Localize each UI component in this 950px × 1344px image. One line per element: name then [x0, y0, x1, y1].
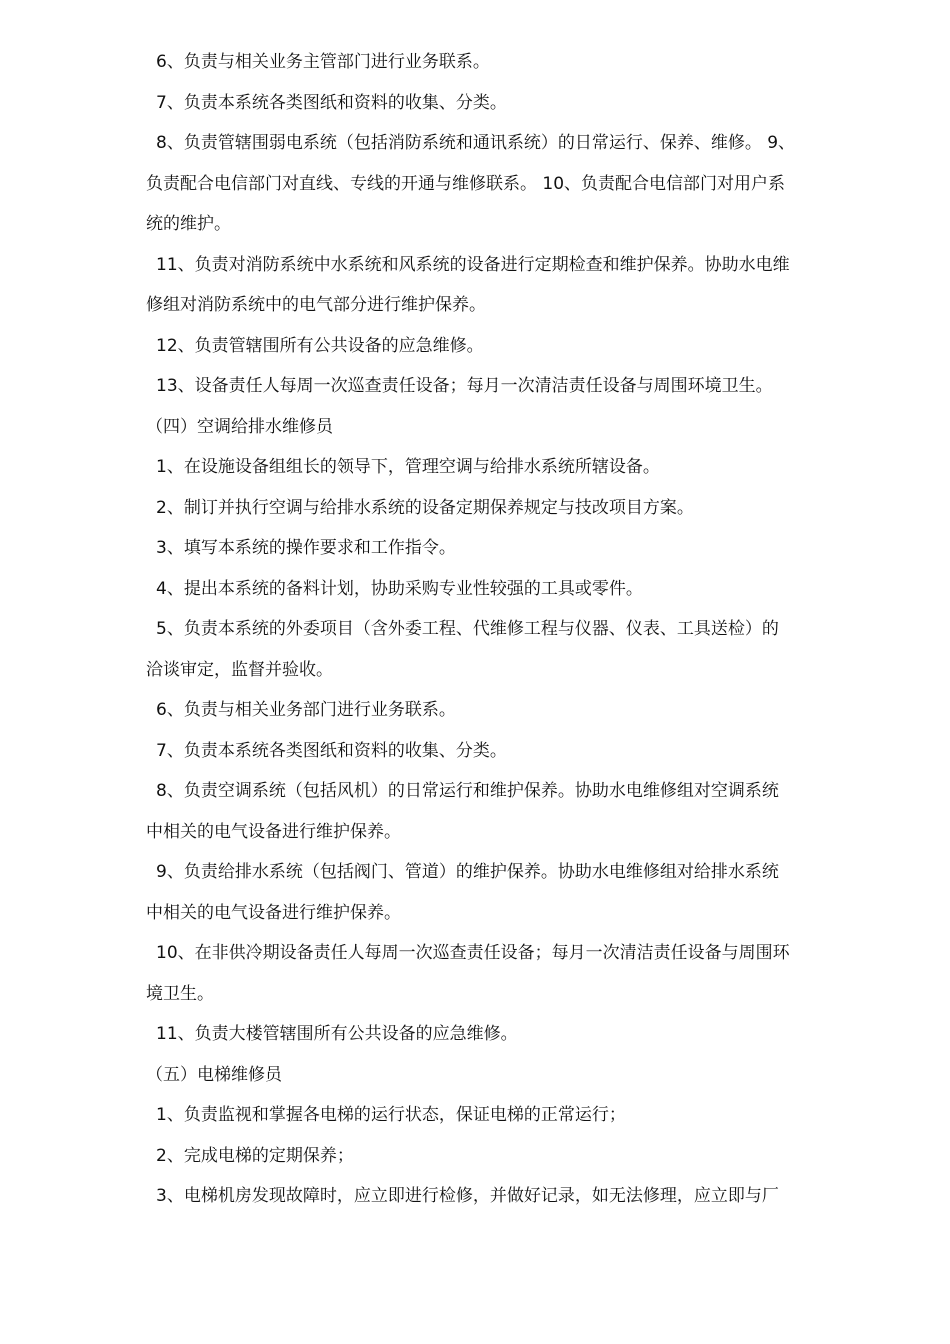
text-line: 7、负责本系统各类图纸和资料的收集、分类。	[156, 740, 507, 761]
section-heading: （五）电梯维修员	[146, 1064, 282, 1085]
text-line: 12、负责管辖围所有公共设备的应急维修。	[156, 335, 484, 356]
text-line: 11、负责大楼管辖围所有公共设备的应急维修。	[156, 1024, 518, 1044]
text-line: 4、提出本系统的备料计划，协助采购专业性较强的工具或零件。	[156, 578, 643, 599]
text-line: 13、设备责任人每周一次巡查责任设备；每月一次清洁责任设备与周围环境卫生。	[156, 376, 773, 396]
document-body	[146, 46, 876, 1221]
text-line: 10、在非供冷期设备责任人每周一次巡查责任设备；每月一次清洁责任设备与周围环	[156, 943, 790, 963]
text-line: 洽谈审定，监督并验收。	[146, 659, 333, 680]
text-line: 2、完成电梯的定期保养；	[156, 1145, 354, 1166]
text-line: 11、负责对消防系统中水系统和风系统的设备进行定期检查和维护保养。协助水电维	[156, 254, 790, 275]
text-line: 中相关的电气设备进行维护保养。	[146, 821, 401, 842]
text-line: 负责配合电信部门对直线、专线的开通与维修联系。 10、负责配合电信部门对用户系	[146, 173, 786, 194]
section-heading: （四）空调给排水维修员	[146, 416, 333, 437]
text-line: 2、制订并执行空调与给排水系统的设备定期保养规定与技改项目方案。	[156, 497, 694, 518]
text-line: 3、电梯机房发现故障时，应立即进行检修，并做好记录，如无法修理，应立即与厂	[156, 1186, 779, 1206]
text-line: 统的维护。	[146, 214, 231, 234]
text-line: 1、在设施设备组组长的领导下，管理空调与给排水系统所辖设备。	[156, 457, 660, 477]
text-line: 8、负责空调系统（包括风机）的日常运行和维护保养。协助水电维修组对空调系统	[156, 781, 779, 801]
text-line: 8、负责管辖围弱电系统（包括消防系统和通讯系统）的日常运行、保养、维修。 9、	[156, 133, 796, 153]
text-line: 6、负责与相关业务部门进行业务联系。	[156, 700, 456, 720]
text-line: 修组对消防系统中的电气部分进行维护保养。	[146, 295, 486, 315]
text-line: 5、负责本系统的外委项目（含外委工程、代维修工程与仪器、仪表、工具送检）的	[156, 619, 779, 639]
text-line: 境卫生。	[146, 983, 214, 1004]
text-line: 6、负责与相关业务主管部门进行业务联系。	[156, 52, 490, 72]
text-line: 1、负责监视和掌握各电梯的运行状态，保证电梯的正常运行；	[156, 1105, 626, 1125]
text-line: 7、负责本系统各类图纸和资料的收集、分类。	[156, 92, 507, 113]
text-line: 中相关的电气设备进行维护保养。	[146, 902, 401, 923]
text-line: 9、负责给排水系统（包括阀门、管道）的维护保养。协助水电维修组对给排水系统	[156, 862, 779, 882]
text-line: 3、填写本系统的操作要求和工作指令。	[156, 538, 456, 558]
